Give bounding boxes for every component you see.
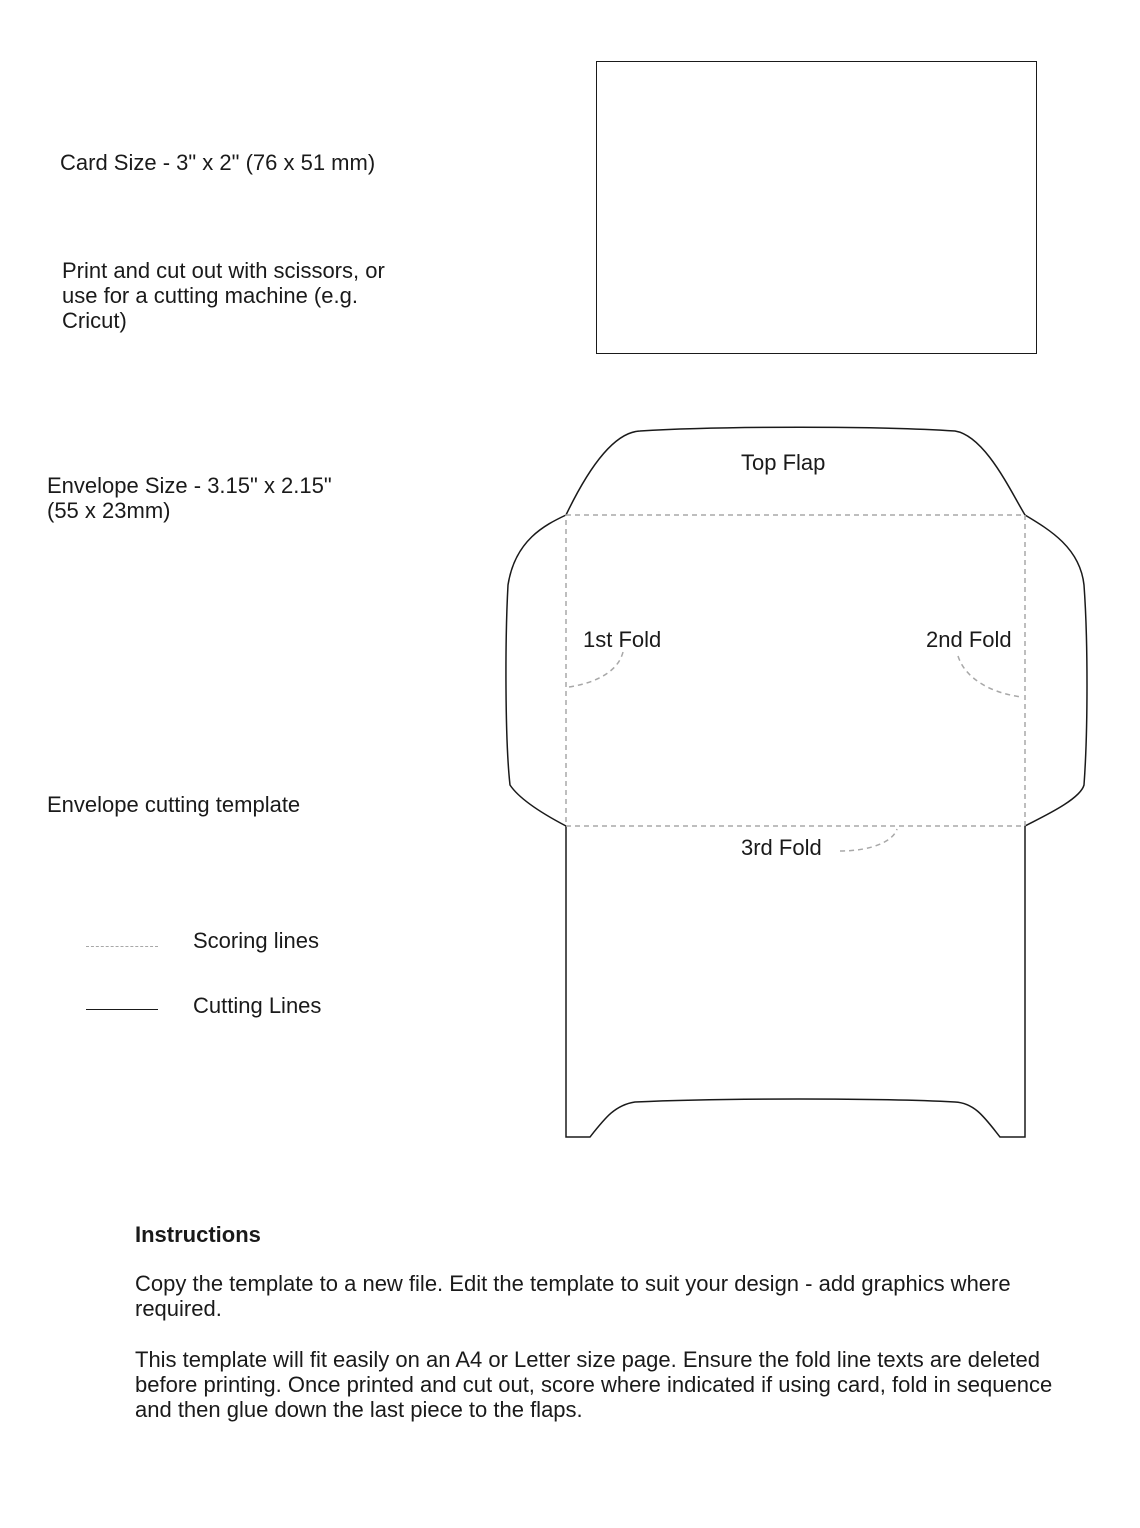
- scoring-lines-label: Scoring lines: [193, 928, 319, 953]
- fold-3-arrow: [840, 829, 897, 851]
- instructions-paragraph-1: Copy the template to a new file. Edit the template to suit your design - add graphics where required.: [135, 1271, 1011, 1321]
- cutting-lines-label: Cutting Lines: [193, 993, 322, 1018]
- instructions-heading: Instructions: [135, 1222, 261, 1247]
- fold-2-label: 2nd Fold: [926, 627, 1012, 652]
- fold-2-arrow: [958, 656, 1022, 697]
- card-size-text: Card Size - 3" x 2" (76 x 51 mm): [60, 150, 376, 175]
- top-flap-label: Top Flap: [741, 450, 826, 475]
- envelope-template-label: Envelope cutting template: [47, 792, 301, 817]
- instructions-paragraph-2: This template will fit easily on an A4 or Letter size page. Ensure the fold line texts are deleted before printing. Once printed and cut out, score where indicated if using card, fold in sequence and then glue down the last piece to the flaps.: [135, 1347, 1053, 1422]
- print-instruction-text: Print and cut out with scissors, or use for a cutting machine (e.g. Cricut): [62, 258, 385, 333]
- fold-3-label: 3rd Fold: [741, 835, 822, 860]
- instructions-section: [135, 1222, 1065, 1448]
- fold-1-arrow: [569, 652, 623, 687]
- envelope-scoring-rect: [566, 515, 1025, 826]
- fold-1-label: 1st Fold: [583, 627, 662, 652]
- envelope-size-text: Envelope Size - 3.15" x 2.15" (55 x 23mm): [47, 473, 332, 523]
- envelope-cut-outline: [506, 427, 1087, 1137]
